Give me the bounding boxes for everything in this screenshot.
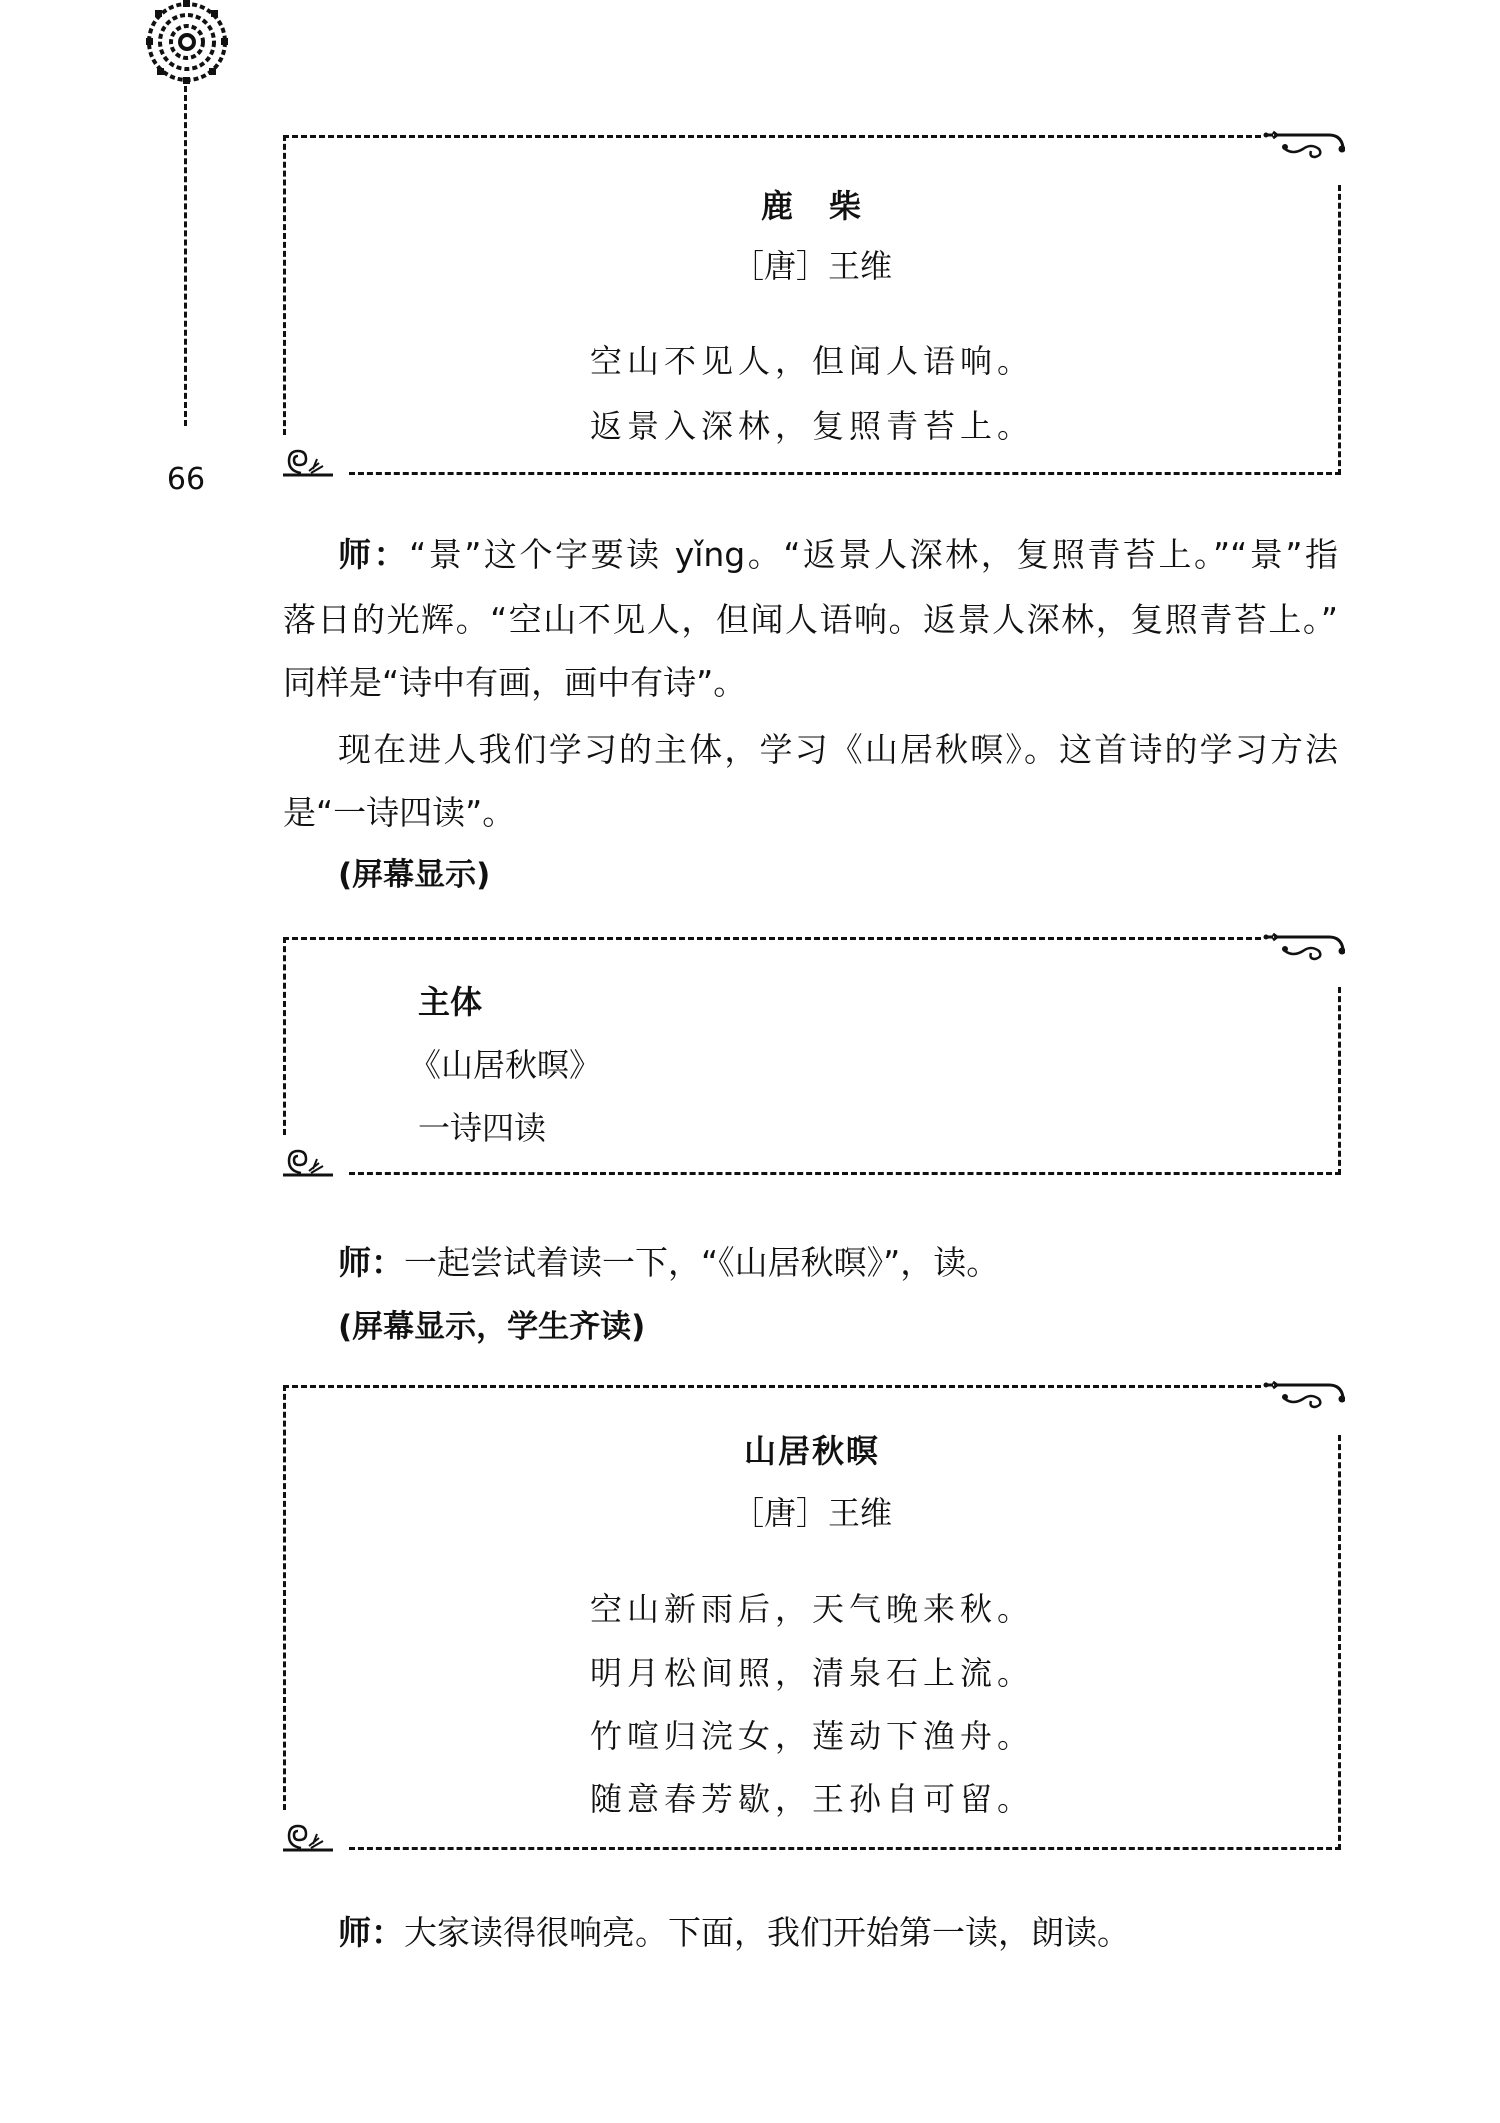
poem-line: 空山新雨后，天气晚来秋。 bbox=[589, 1590, 1034, 1628]
box-border-bottom bbox=[349, 1172, 1341, 1175]
body-paragraph-line bbox=[338, 1243, 1338, 1283]
paragraph-text: 大家读得很响亮。下面，我们开始第一读，朗读。 bbox=[404, 1913, 1130, 1952]
medallion-ornament-icon bbox=[143, 0, 231, 84]
box-border-top bbox=[283, 135, 1261, 138]
body-paragraph-line: 落日的光辉。“空山不见人，但闻人语响。返景人深林，复照青苔上。” bbox=[283, 600, 1338, 639]
poem-author: ［唐］王维 bbox=[731, 1494, 892, 1532]
margin-dashed-rule bbox=[184, 86, 187, 426]
snail-ornament-icon bbox=[281, 1820, 341, 1854]
box-border-right bbox=[1338, 987, 1341, 1175]
poem-title: 山居秋暝 bbox=[743, 1432, 880, 1470]
page-number: 66 bbox=[166, 462, 206, 497]
poem-box-shan-ju-qiu-ming bbox=[283, 1385, 1341, 1850]
poem-line: 空山不见人，但闻人语响。 bbox=[589, 342, 1034, 380]
poem-title: 鹿 柴 bbox=[760, 187, 863, 225]
box-border-bottom bbox=[349, 472, 1341, 475]
poem-line: 随意春芳歇，王孙自可留。 bbox=[589, 1780, 1034, 1818]
speaker-label: 师： bbox=[338, 1913, 404, 1952]
body-paragraph-line bbox=[338, 1913, 1338, 1953]
scroll-flourish-icon bbox=[1263, 1377, 1345, 1411]
body-paragraph-line bbox=[338, 535, 1338, 575]
body-paragraph-line: 现在进人我们学习的主体，学习《山居秋暝》。这首诗的学习方法 bbox=[338, 730, 1338, 769]
poem-line: 明月松间照，清泉石上流。 bbox=[589, 1654, 1034, 1692]
box-border-bottom bbox=[349, 1847, 1341, 1850]
speaker-label: 师： bbox=[338, 1243, 404, 1282]
body-paragraph-line: 是“一诗四读”。 bbox=[283, 793, 516, 832]
slide-line: 《山居秋暝》 bbox=[409, 1046, 602, 1084]
speaker-label: 师： bbox=[338, 535, 410, 574]
box-border-top bbox=[283, 937, 1261, 940]
poem-box-lu-zhai bbox=[283, 135, 1341, 475]
scroll-flourish-icon bbox=[1263, 929, 1345, 963]
poem-author: ［唐］王维 bbox=[731, 247, 892, 285]
box-border-left bbox=[283, 937, 286, 1135]
body-paragraph-line: 同样是“诗中有画，画中有诗”。 bbox=[283, 663, 747, 702]
slide-box-main-topic bbox=[283, 937, 1341, 1175]
paragraph-text: 一起尝试着读一下，“《山居秋暝》”，读。 bbox=[404, 1243, 1000, 1282]
snail-ornament-icon bbox=[281, 1145, 341, 1179]
slide-line: 一诗四读 bbox=[418, 1109, 547, 1147]
scroll-flourish-icon bbox=[1263, 127, 1345, 161]
poem-line: 竹喧归浣女，莲动下渔舟。 bbox=[589, 1717, 1034, 1755]
paragraph-text: “景”这个字要读 yǐng。“返景人深林，复照青苔上。”“景”指 bbox=[409, 535, 1338, 574]
snail-ornament-icon bbox=[281, 445, 341, 479]
stage-direction: (屏幕显示) bbox=[338, 857, 491, 893]
slide-heading: 主体 bbox=[418, 983, 483, 1021]
stage-direction: (屏幕显示，学生齐读) bbox=[338, 1309, 646, 1345]
poem-line: 返景入深林，复照青苔上。 bbox=[589, 407, 1034, 445]
box-border-top bbox=[283, 1385, 1261, 1388]
